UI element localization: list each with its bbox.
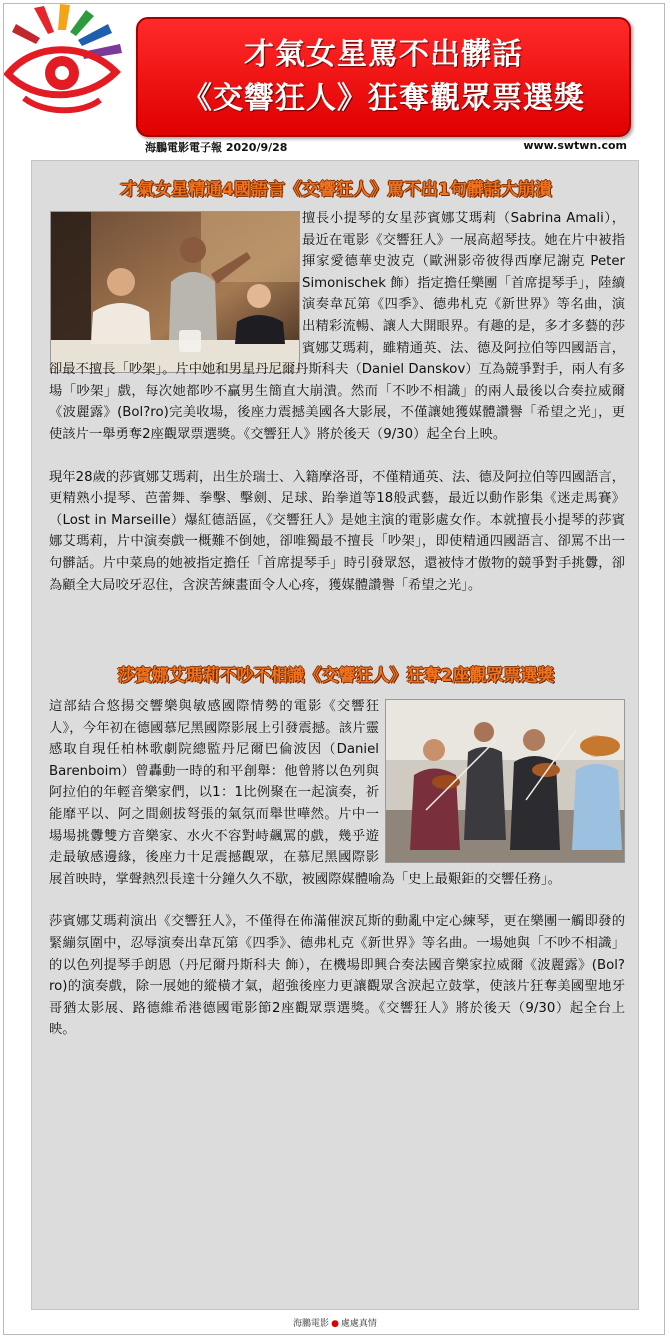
website-link[interactable]: www.swtwn.com [523,139,627,152]
source-date: 海鵬電影電子報 2020/9/28 [145,141,288,154]
section-1-paragraph-1: 擅長小提琴的女星莎賓娜艾瑪莉（Sabrina Amali），最近在電影《交響狂人》一展高超琴技。她在片中被指揮家愛德華史波克（歐洲影帝彼得西摩尼謝克 Peter Simonischek 飾）指定擔任樂團「首席提琴手」，陸續演奏韋瓦第《四季》、德弗札克《新世界》等名曲，演出精彩流暢、讓人大開眼界。有趣的是，多才多藝的莎賓娜艾瑪莉，雖精通英、法、德及阿拉伯等四國語言，卻最不擅長「吵架」。片中她和男星丹尼爾丹斯科夫（Daniel Danskov）互為競爭對手，兩人有多場「吵架」戲，每次她都吵不贏男生簡直大崩潰。然而「不吵不相識」的兩人最後以合奏拉威爾《波麗露》(Bol?ro)完美收場，後座力震撼美國各大影展，不僅讓她獲媒體讚譽「希望之光」，更使該片一舉勇奪2座觀眾票選獎。《交響狂人》將於後天（9/30）起全台上映。 [49,211,625,442]
haipeng-eye-logo-icon [4,2,136,120]
title-banner [136,17,631,137]
section-2-paragraph-1: 這部結合悠揚交響樂與敏感國際情勢的電影《交響狂人》，今年初在德國慕尼黑國際影展上引發震撼。該片靈感取自現任柏林歌劇院總監丹尼爾巴倫波因（Daniel Barenboim）曾轟動一時的和平創舉：他曾將以色列與阿拉伯的年輕音樂家們，以1：1比例聚在一起演奏，祈能靡平以、阿之間劍拔弩張的氣氛而舉世嘩然。片中一場場挑釁雙方音樂家、水火不容對峙飆罵的戲，幾乎遊走最敏感邊緣，後座力十足震撼觀眾，在慕尼黑國際影展首映時，掌聲熱烈長達十分鐘久久不歇，被國際媒體喻為「史上最艱鉅的交響任務」。 [49,699,561,887]
section-1-text [49,208,625,596]
photo-spacer [385,696,625,856]
article-body [31,160,639,1310]
footer-brand-left: 海鵬電影 [293,1319,330,1329]
headline-line-2: 《交響狂人》狂奪觀眾票選獎 [182,81,585,116]
footer [0,1316,670,1329]
headline-line-1: 才氣女星罵不出髒話 [244,37,523,72]
section-2-text [49,696,625,1041]
section-1-subhead: 才氣女星精通4國語言《交響狂人》罵不出1句髒話大崩潰 [120,180,552,200]
section-2-subhead: 莎賓娜艾瑪莉不吵不相識《交響狂人》狂奪2座觀眾票選獎 [117,666,555,686]
section-1-paragraph-2: 現年28歲的莎賓娜艾瑪莉，出生於瑞士、入籍摩洛哥，不僅精通英、法、德及阿拉伯等四國語言，更精熟小提琴、芭蕾舞、拳擊、擊劍、足球、跆拳道等18般武藝，最近以動作影集《迷走馬賽》（Lost in Marseille）爆紅德語區，《交響狂人》是她主演的電影處女作。本就擅長小提琴的莎賓娜艾瑪莉，片中演奏戲一概難不倒她，卻唯獨最不擅長「吵架」，即使精通四國語言、卻罵不出一句髒話。片中菜鳥的她被指定擔任「首席提琴手」時引發眾怒，還被恃才傲物的競爭對手挑釁，卻為顧全大局咬牙忍住，含淚苦練畫面令人心疼，獲媒體讚譽「希望之光」。 [49,469,625,593]
footer-brand-right: 處處真情 [340,1319,377,1329]
footer-logo-icon: ● [331,1319,339,1329]
section-2-paragraph-2: 莎賓娜艾瑪莉演出《交響狂人》，不僅得在佈滿催淚瓦斯的動亂中定心練琴，更在樂團一觸即發的緊繃氛圍中，忍辱演奏出韋瓦第《四季》、德弗札克《新世界》等名曲。一場她與「不吵不相識」的以色列提琴手朗恩（丹尼爾丹斯科夫 飾），在機場即興合奏法國音樂家拉威爾《波麗露》(Bol?ro)的演奏戲，除一展她的縱橫才氣，超強後座力更讓觀眾含淚起立鼓掌，使該片狂奪美國聖地牙哥猶太影展、路德維希港德國電影節2座觀眾票選獎。《交響狂人》將於後天（9/30）起全台上映。 [49,914,625,1038]
photo-spacer [49,208,299,358]
